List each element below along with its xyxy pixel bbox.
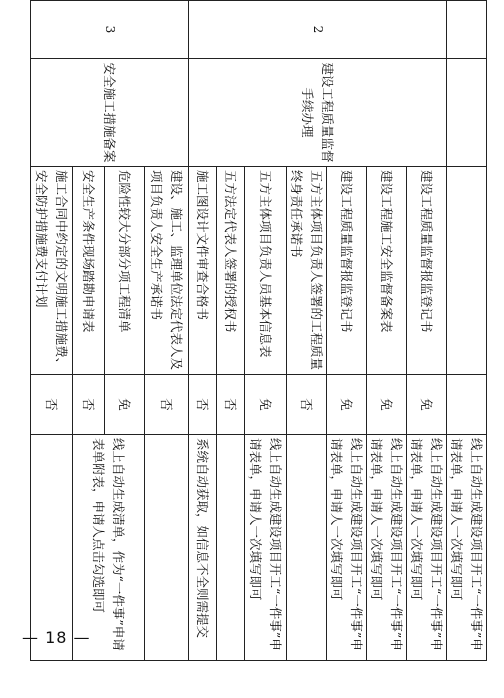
fee-cell: 免	[327, 375, 367, 435]
group-name	[447, 59, 487, 167]
note-cell: 线上自动生成建设项目开工“一件事”申请表单，申请人一次填写即可	[447, 435, 487, 661]
material-name: 危险性较大分部分项工程清单	[105, 167, 145, 375]
group-name: 安全施工措施备案	[31, 59, 189, 167]
material-name: 施工图设计文件审查合格书	[189, 167, 217, 375]
group-name: 建设工程质量监督手续办理	[189, 59, 447, 167]
note-cell	[287, 435, 327, 661]
note-cell: 系统自动获取，如信息不全则需提交	[189, 435, 217, 661]
table-row	[145, 1, 189, 661]
note-cell: 线上自动生成建设项目开工“一件事”申请表单，申请人一次填写即可	[407, 435, 447, 661]
fee-cell: 否	[217, 375, 245, 435]
group-number: 2	[189, 1, 447, 59]
material-name: 建设工程质量监督报监登记书	[407, 167, 447, 375]
fee-cell: 免	[407, 375, 447, 435]
table-row	[407, 1, 447, 661]
fee-cell: 免	[245, 375, 287, 435]
fee-cell	[447, 375, 487, 435]
material-name: 建设工程质量监督报监登记书	[327, 167, 367, 375]
material-name: 建设、施工、监理单位法定代表人及项目负责人安全生产承诺书	[145, 167, 189, 375]
material-name: 建设工程施工安全监督备案表	[367, 167, 407, 375]
note-cell: 线上自动生成建设项目开工“一件事”申请表单，申请人一次填写即可	[367, 435, 407, 661]
requirements-table	[30, 0, 487, 661]
note-cell	[217, 435, 245, 661]
note-cell	[145, 435, 189, 661]
fee-cell: 免	[367, 375, 407, 435]
material-name: 五方主体项目负责人签署的工程质量终身责任承诺书	[287, 167, 327, 375]
note-cell: 线上自动生成建设项目开工“一件事”申请表单，申请人一次填写即可	[327, 435, 367, 661]
page-number: — 18 —	[22, 628, 91, 647]
fee-cell: 否	[145, 375, 189, 435]
material-name: 施工合同中约定的文明施工措施费、安全防护措施费支付计划	[31, 167, 73, 375]
fee-cell: 否	[31, 375, 73, 435]
material-name: 五方法定代表人签署的授权书	[217, 167, 245, 375]
fee-cell: 否	[189, 375, 217, 435]
group-number	[447, 1, 487, 59]
table-row	[447, 1, 487, 661]
note-cell	[31, 435, 73, 661]
material-name	[447, 167, 487, 375]
group-number: 3	[31, 1, 189, 59]
note-cell: 线上自动生成建设项目开工“一件事”申请表单，申请人一次填写即可	[245, 435, 287, 661]
material-name: 安全生产条件现场踏勘申请表	[73, 167, 105, 375]
note-cell: 线上自动生成清单，作为“一件事”申请表单附表，申请人点击勾选即可	[73, 435, 145, 661]
fee-cell: 免	[105, 375, 145, 435]
material-name: 五方主体项目负责人员基本信息表	[245, 167, 287, 375]
fee-cell: 否	[73, 375, 105, 435]
fee-cell: 否	[287, 375, 327, 435]
